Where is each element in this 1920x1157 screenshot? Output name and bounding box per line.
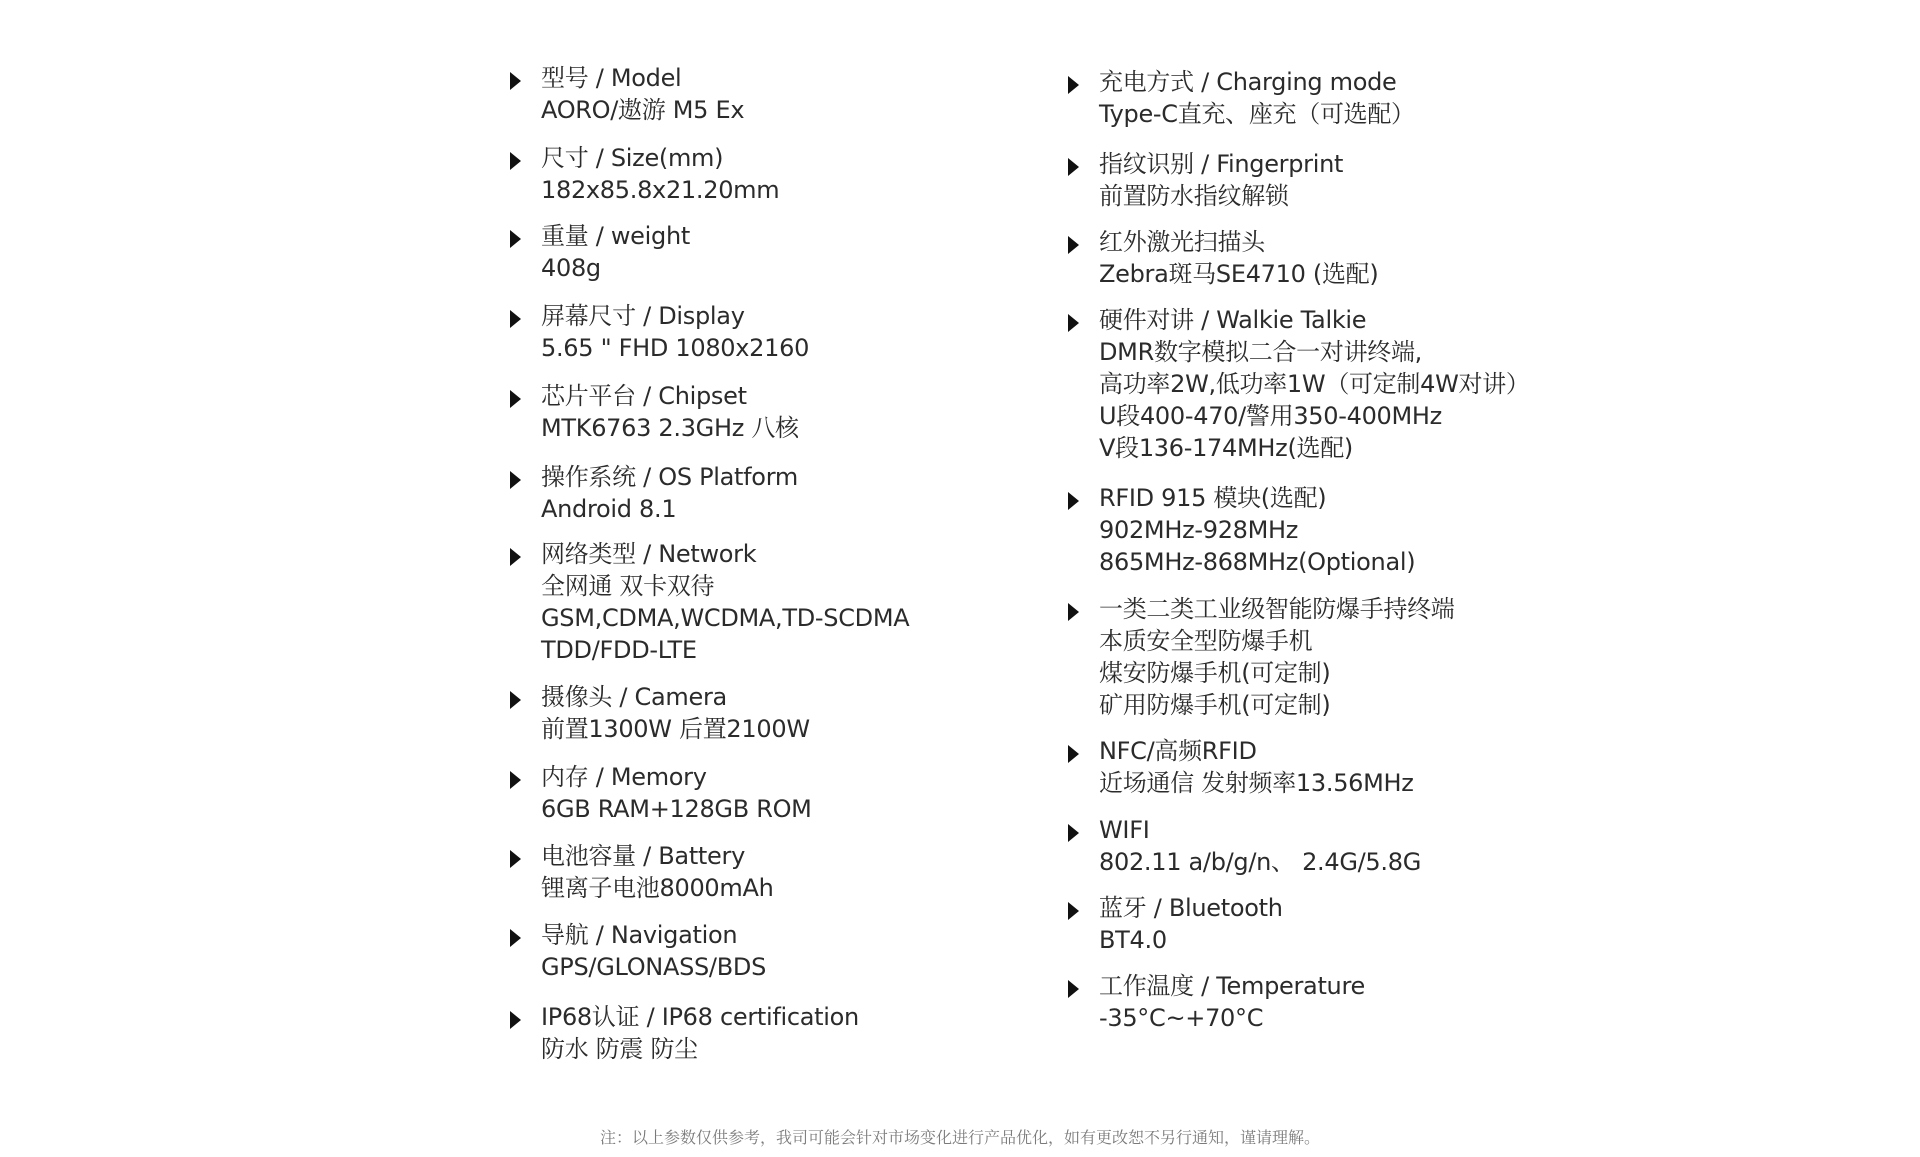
spec-item-explosion-proof — [1068, 593, 1455, 721]
spec-value: TDD/FDD-LTE — [541, 636, 697, 664]
spec-value: Android 8.1 — [541, 495, 677, 523]
triangle-bullet-icon — [510, 230, 521, 248]
disclaimer-footnote: 注：以上参数仅供参考，我司可能会针对市场变化进行产品优化，如有更改恕不另行通知，谨请理解。 — [599, 1128, 1320, 1147]
spec-value: 本质安全型防爆手机 — [1099, 627, 1313, 655]
triangle-bullet-icon — [1068, 902, 1079, 920]
spec-item-walkie-talkie — [1068, 304, 1530, 464]
spec-value: 802.11 a/b/g/n、 2.4G/5.8G — [1099, 848, 1421, 876]
spec-item-chipset — [510, 380, 799, 444]
spec-value: 煤安防爆手机(可定制) — [1099, 659, 1331, 687]
spec-title: 电池容量 / Battery — [541, 842, 745, 870]
spec-item-nfc — [1068, 735, 1414, 799]
spec-item-memory — [510, 761, 812, 825]
spec-item-size — [510, 142, 779, 206]
spec-item-rfid-915 — [1068, 482, 1415, 578]
spec-value: GPS/GLONASS/BDS — [541, 953, 767, 981]
spec-title: 芯片平台 / Chipset — [541, 382, 747, 410]
spec-item-model — [510, 62, 744, 126]
triangle-bullet-icon — [1068, 158, 1079, 176]
spec-value: 近场通信 发射频率13.56MHz — [1099, 769, 1414, 797]
spec-title: 重量 / weight — [541, 222, 690, 250]
triangle-bullet-icon — [510, 152, 521, 170]
spec-value: AORO/遨游 M5 Ex — [541, 96, 745, 124]
spec-title: 操作系统 / OS Platform — [541, 463, 798, 491]
spec-value: GSM,CDMA,WCDMA,TD-SCDMA — [541, 604, 910, 632]
spec-value: 全网通 双卡双待 — [541, 572, 715, 600]
spec-item-bluetooth — [1068, 892, 1283, 956]
spec-title: NFC/高频RFID — [1099, 737, 1257, 765]
spec-item-weight — [510, 220, 690, 284]
spec-title: 型号 / Model — [541, 64, 682, 92]
triangle-bullet-icon — [510, 390, 521, 408]
triangle-bullet-icon — [510, 548, 521, 566]
triangle-bullet-icon — [1068, 236, 1079, 254]
triangle-bullet-icon — [510, 310, 521, 328]
spec-value: 902MHz-928MHz — [1099, 516, 1299, 544]
spec-value: 锂离子电池8000mAh — [541, 874, 774, 902]
spec-title: 蓝牙 / Bluetooth — [1099, 894, 1283, 922]
triangle-bullet-icon — [510, 850, 521, 868]
spec-value: 865MHz-868MHz(Optional) — [1099, 548, 1416, 576]
spec-value: Type-C直充、座充（可选配） — [1099, 100, 1415, 128]
triangle-bullet-icon — [1068, 492, 1079, 510]
spec-item-display — [510, 300, 809, 364]
spec-title: 硬件对讲 / Walkie Talkie — [1099, 306, 1367, 334]
spec-value: 6GB RAM+128GB ROM — [541, 795, 812, 823]
spec-item-battery — [510, 840, 774, 904]
spec-title: 内存 / Memory — [541, 763, 707, 791]
spec-value: MTK6763 2.3GHz 八核 — [541, 414, 799, 442]
triangle-bullet-icon — [510, 471, 521, 489]
spec-value: -35°C~+70°C — [1099, 1004, 1264, 1032]
spec-item-camera — [510, 681, 810, 745]
triangle-bullet-icon — [1068, 980, 1079, 998]
triangle-bullet-icon — [1068, 745, 1079, 763]
triangle-bullet-icon — [1068, 603, 1079, 621]
spec-title: WIFI — [1099, 816, 1150, 844]
spec-title: 指纹识别 / Fingerprint — [1099, 150, 1344, 178]
spec-item-wifi — [1068, 814, 1421, 878]
spec-value: 182x85.8x21.20mm — [541, 176, 780, 204]
spec-title: IP68认证 / IP68 certification — [541, 1003, 859, 1031]
spec-value: 前置防水指纹解锁 — [1099, 182, 1289, 210]
spec-item-ip68 — [510, 1001, 859, 1065]
spec-title: 屏幕尺寸 / Display — [541, 302, 745, 330]
spec-item-temperature — [1068, 970, 1365, 1034]
spec-item-charging-mode — [1068, 66, 1415, 130]
spec-value: 408g — [541, 254, 601, 282]
spec-title: RFID 915 模块(选配) — [1099, 484, 1327, 512]
spec-title: 充电方式 / Charging mode — [1099, 68, 1397, 96]
spec-value: U段400-470/警用350-400MHz — [1099, 402, 1442, 430]
triangle-bullet-icon — [510, 1011, 521, 1029]
spec-value: 5.65 " FHD 1080x2160 — [541, 334, 810, 362]
triangle-bullet-icon — [1068, 314, 1079, 332]
spec-title: 尺寸 / Size(mm) — [541, 144, 724, 172]
spec-item-navigation — [510, 919, 766, 983]
triangle-bullet-icon — [510, 771, 521, 789]
spec-title: 导航 / Navigation — [541, 921, 738, 949]
spec-title: 摄像头 / Camera — [541, 683, 727, 711]
spec-title: 工作温度 / Temperature — [1099, 972, 1365, 1000]
spec-title: 网络类型 / Network — [541, 540, 757, 568]
triangle-bullet-icon — [510, 691, 521, 709]
triangle-bullet-icon — [1068, 824, 1079, 842]
spec-value: 高功率2W,低功率1W（可定制4W对讲） — [1099, 370, 1530, 398]
spec-title: 红外激光扫描头 — [1099, 228, 1265, 256]
spec-value: 前置1300W 后置2100W — [541, 715, 810, 743]
spec-value: 防水 防震 防尘 — [541, 1035, 698, 1063]
triangle-bullet-icon — [510, 929, 521, 947]
spec-value: 矿用防爆手机(可定制) — [1099, 691, 1331, 719]
spec-title: 一类二类工业级智能防爆手持终端 — [1099, 595, 1455, 623]
triangle-bullet-icon — [1068, 76, 1079, 94]
spec-item-laser-scanner — [1068, 226, 1378, 290]
spec-item-os-platform — [510, 461, 798, 525]
spec-value: DMR数字模拟二合一对讲终端, — [1099, 338, 1422, 366]
spec-value: Zebra斑马SE4710 (选配) — [1099, 260, 1379, 288]
spec-item-network — [510, 538, 909, 666]
spec-value: BT4.0 — [1099, 926, 1167, 954]
triangle-bullet-icon — [510, 72, 521, 90]
spec-item-fingerprint — [1068, 148, 1343, 212]
spec-value: V段136-174MHz(选配) — [1099, 434, 1353, 462]
